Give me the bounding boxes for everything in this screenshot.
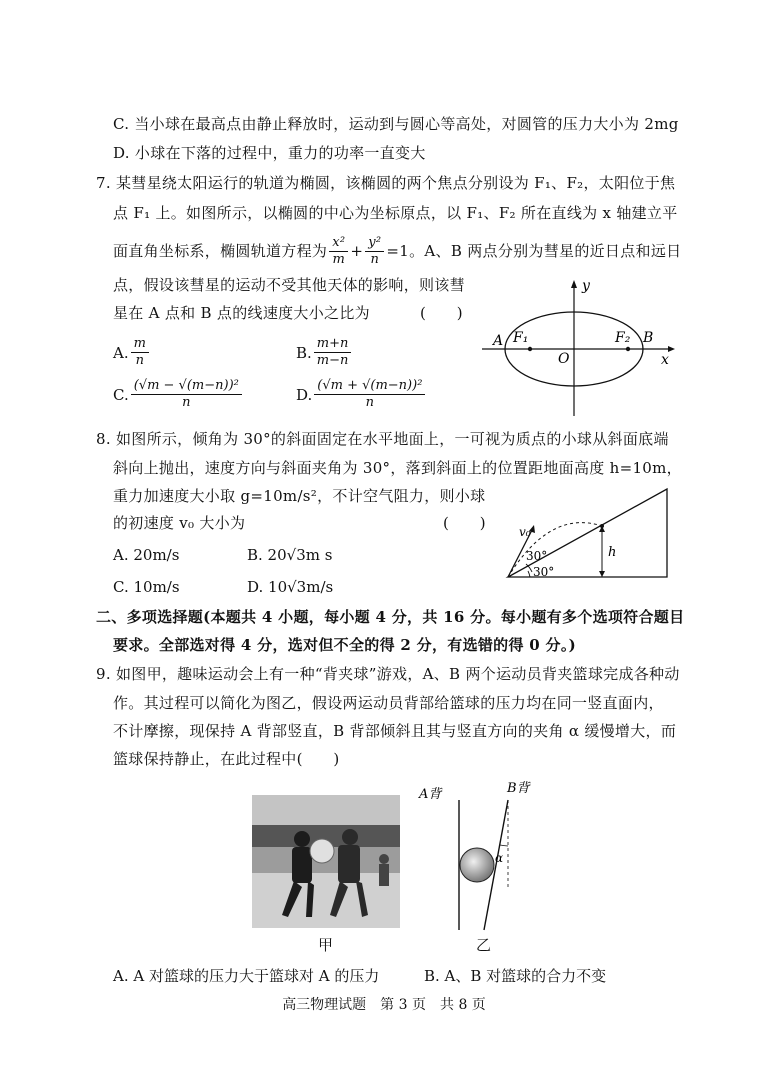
q9-option-a: A. A 对篮球的压力大于篮球对 A 的压力 — [113, 967, 380, 985]
photo-bystander — [379, 854, 389, 886]
q7-label-a: A — [493, 333, 504, 349]
q8-label-v0: v₀ — [519, 525, 531, 539]
q7-option-d-fraction — [314, 378, 425, 411]
q7-line3 — [113, 231, 681, 271]
q9-photo-jia — [252, 795, 400, 928]
q7-option-c-fraction — [131, 378, 242, 411]
q8-incline-figure — [500, 484, 675, 582]
q7-eq-y-fraction — [365, 235, 384, 268]
q8-height-arrow-top — [599, 526, 605, 532]
q8-label-angle1: 30° — [526, 549, 548, 563]
q7-option-b-num: m+n — [314, 336, 352, 353]
q7-option-a — [113, 336, 151, 369]
q9-label-b-back: B背 — [507, 781, 530, 796]
q7-eq-plus: + — [350, 242, 364, 260]
q7-line2: 点 F₁ 上。如图所示，以椭圆的中心为坐标原点，以 F₁、F₂ 所在直线为 x 轴建立平 — [113, 204, 678, 222]
q8-option-b: B. 20√3m s — [247, 546, 333, 564]
q7-option-a-label: A. — [113, 343, 129, 362]
q9-line4: 篮球保持静止，在此过程中( ) — [113, 750, 340, 768]
q9-diagram-yi — [415, 778, 545, 938]
q7-x-axis-arrow — [668, 346, 675, 352]
q8-incline-triangle — [508, 489, 667, 577]
photo-ground — [252, 873, 400, 928]
q7-option-c-num: (√m − √(m−n))² — [131, 378, 242, 395]
section2-title-line1: 二、多项选择题(本题共 4 小题，每小题 4 分，共 16 分。每小题有多个选项符合题目 — [96, 608, 685, 626]
q7-option-a-fraction — [131, 336, 149, 369]
q8-label-h: h — [608, 545, 617, 560]
q7-option-d — [296, 378, 427, 411]
photo-basketball — [310, 839, 334, 863]
q7-line4: 点，假设该彗星的运动不受其他天体的影响，则该彗 — [113, 276, 465, 294]
q8-angle-arc-lower — [528, 571, 530, 577]
q7-label-x: x — [661, 352, 669, 368]
q7-eq-x-den: m — [332, 251, 346, 267]
q8-line3: 重力加速度大小取 g=10m/s²，不计空气阻力，则小球 — [113, 487, 486, 505]
q7-focus-f1-dot — [528, 347, 532, 351]
q9-line3: 不计摩擦，现保持 A 背部竖直，B 背部倾斜且其与竖直方向的夹角 α 缓慢增大，而 — [113, 722, 677, 740]
q9-label-alpha: α — [495, 851, 504, 865]
q7-option-b-label: B. — [296, 343, 312, 362]
q7-eq-x-num: x² — [329, 235, 348, 252]
q7-option-b — [296, 336, 353, 369]
q8-line1: 8. 如图所示，倾角为 30°的斜面固定在水平地面上，一可视为质点的小球从斜面底端 — [96, 430, 669, 448]
q8-line4: 的初速度 v₀ 大小为 — [113, 514, 246, 532]
q9-option-b: B. A、B 对篮球的合力不变 — [424, 967, 607, 985]
q7-ellipse-figure — [480, 276, 680, 418]
q7-option-b-fraction — [314, 336, 352, 369]
q6-option-d: D. 小球在下落的过程中，重力的功率一直变大 — [113, 144, 426, 162]
q7-label-f1: F₁ — [513, 330, 529, 346]
q7-option-d-den: n — [365, 395, 375, 410]
page-footer: 高三物理试题 第 3 页 共 8 页 — [282, 997, 486, 1013]
q7-option-c-label: C. — [113, 385, 129, 404]
q8-option-d: D. 10√3m/s — [247, 578, 334, 596]
q9-caption-jia: 甲 — [318, 936, 334, 954]
q8-label-angle2: 30° — [533, 565, 555, 579]
q9-caption-yi: 乙 — [476, 936, 492, 954]
q7-option-c-den: n — [182, 395, 191, 410]
q7-label-b: B — [643, 330, 654, 346]
q7-eq-y-num: y² — [365, 235, 384, 252]
q7-y-axis-arrow — [571, 280, 577, 288]
q7-line3-prefix: 面直角坐标系，椭圆轨道方程为 — [113, 242, 328, 260]
q9-line1: 9. 如图甲，趣味运动会上有一种“背夹球”游戏，A、B 两个运动员背夹篮球完成各种动 — [96, 665, 680, 683]
q7-option-c — [113, 378, 244, 411]
q7-option-d-num: (√m + √(m−n))² — [314, 378, 425, 395]
q7-option-a-num: m — [131, 336, 149, 353]
q7-eq-y-den: n — [370, 251, 380, 267]
q7-line5: 星在 A 点和 B 点的线速度大小之比为 — [113, 304, 370, 322]
q7-option-a-den: n — [135, 353, 144, 368]
q7-label-o: O — [558, 351, 570, 367]
q9-alpha-arc — [500, 845, 508, 846]
q8-height-arrow-bottom — [599, 571, 605, 577]
section2-title-line2: 要求。全部选对得 4 分，选对但不全的得 2 分，有选错的得 0 分。) — [113, 636, 577, 654]
q8-option-a: A. 20m/s — [113, 546, 180, 564]
q7-label-f2: F₂ — [615, 330, 631, 346]
q7-line1: 7. 某彗星绕太阳运行的轨道为椭圆，该椭圆的两个焦点分别设为 F₁、F₂，太阳位于焦 — [96, 174, 676, 192]
q7-option-d-label: D. — [296, 385, 313, 404]
q8-answer-paren: ( ) — [443, 514, 486, 532]
q7-label-y: y — [582, 278, 590, 294]
q7-option-b-den: m−n — [316, 353, 349, 368]
q8-line2: 斜向上抛出，速度方向与斜面夹角为 30°，落到斜面上的位置距地面高度 h=10m， — [113, 459, 682, 477]
q7-focus-f2-dot — [626, 347, 630, 351]
q7-line3-suffix: =1。A、B 两点分别为彗星的近日点和远日 — [386, 242, 682, 260]
q9-basketball — [460, 848, 494, 882]
q7-eq-x-fraction — [329, 235, 348, 268]
q8-option-c: C. 10m/s — [113, 578, 180, 596]
q9-line2: 作。其过程可以简化为图乙，假设两运动员背部给篮球的压力均在同一竖直面内， — [113, 694, 664, 712]
q9-label-a-back: A背 — [419, 787, 442, 802]
q6-option-c: C. 当小球在最高点由静止释放时，运动到与圆心等高处，对圆管的压力大小为 2mg — [113, 115, 679, 133]
q7-answer-paren: ( ) — [420, 304, 463, 322]
